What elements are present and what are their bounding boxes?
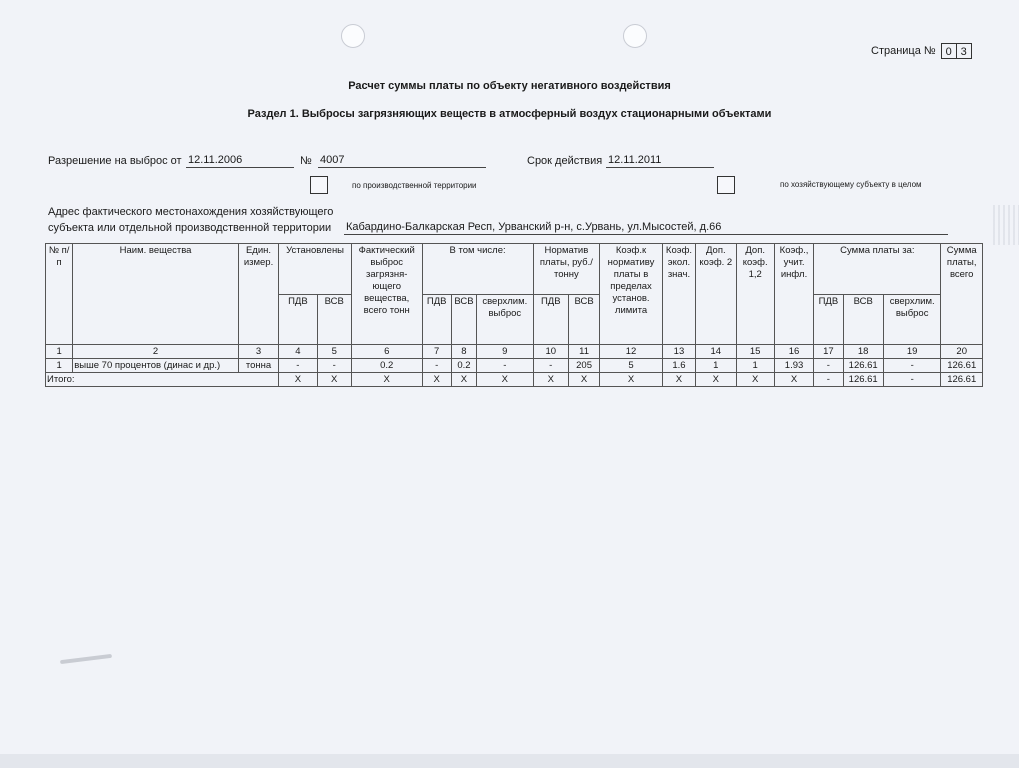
address-value: Кабардино-Балкарская Респ, Урванский р-н, с.Урвань, ул.Мысостей, д.66 — [344, 220, 948, 235]
column-number: 17 — [814, 345, 843, 359]
column-number: 11 — [568, 345, 599, 359]
entity-checkbox-label: по хозяйствующему субъекту в целом — [780, 180, 922, 189]
punch-hole — [623, 24, 647, 48]
col-header-inc-over: сверхлим. выброс — [477, 295, 534, 345]
col-header-add-coef2: Доп. коэф. 2 — [696, 244, 736, 345]
page-digit: 3 — [956, 43, 972, 59]
col-header-sum-pdv: ПДВ — [814, 295, 843, 345]
cell-add-coef12: 1 — [736, 359, 774, 373]
column-number: 4 — [279, 345, 317, 359]
col-header-coef-infl: Коэф., учит. инфл. — [774, 244, 813, 345]
permit-date: 12.11.2006 — [186, 153, 294, 168]
column-number: 16 — [774, 345, 813, 359]
col-header-actual: Фактический выброс загрязня-ющего вещества, всего тонн — [351, 244, 422, 345]
col-header-add-coef12: Доп. коэф. 1,2 — [736, 244, 774, 345]
scan-bottom-edge — [0, 754, 1019, 768]
column-number: 3 — [238, 345, 278, 359]
page-number-label: Страница № — [871, 45, 936, 57]
cell-total-sum: 126.61 — [941, 359, 983, 373]
col-header-est-vsv: ВСВ — [317, 295, 351, 345]
validity-date: 12.11.2011 — [606, 153, 714, 168]
cell-sum-over: - — [883, 359, 941, 373]
cell-coef-eco: 1.6 — [662, 359, 695, 373]
column-number: 2 — [73, 345, 239, 359]
territory-checkbox[interactable] — [310, 176, 328, 194]
col-header-unit: Един. измер. — [238, 244, 278, 345]
col-header-est-pdv: ПДВ — [279, 295, 317, 345]
cell-inc-over: - — [477, 359, 534, 373]
col-header-sum-vsv: ВСВ — [843, 295, 883, 345]
total-cell: X — [696, 373, 736, 387]
cell-add-coef2: 1 — [696, 359, 736, 373]
page-number — [871, 43, 972, 59]
col-header-norm-vsv: ВСВ — [568, 295, 599, 345]
scan-edge-artifact — [993, 205, 1019, 245]
total-cell: X — [600, 373, 663, 387]
total-row — [46, 373, 983, 387]
total-cell: X — [568, 373, 599, 387]
cell-norm-pdv: - — [533, 359, 568, 373]
cell-sum-pdv: - — [814, 359, 843, 373]
address-label-line2: субъекта или отдельной производственной территории — [48, 222, 332, 234]
cell-inc-pdv: - — [422, 359, 451, 373]
cell-norm-vsv: 205 — [568, 359, 599, 373]
column-number: 5 — [317, 345, 351, 359]
page-digit: 0 — [941, 43, 957, 59]
cell-unit: тонна — [238, 359, 278, 373]
column-number: 1 — [46, 345, 73, 359]
col-header-established: Установлены — [279, 244, 352, 295]
column-number: 10 — [533, 345, 568, 359]
cell-coef-norm: 5 — [600, 359, 663, 373]
address-label-line1: Адрес фактического местонахождения хозяйствующего — [48, 206, 334, 218]
column-number: 18 — [843, 345, 883, 359]
section-title: Раздел 1. Выбросы загрязняющих веществ в атмосферный воздух стационарными объектами — [247, 108, 772, 120]
cell-est-pdv: - — [279, 359, 317, 373]
column-number: 13 — [662, 345, 695, 359]
total-cell: X — [351, 373, 422, 387]
column-number-row — [46, 345, 983, 359]
col-header-including: В том числе: — [422, 244, 533, 295]
cell-inc-vsv: 0.2 — [451, 359, 476, 373]
emissions-table — [45, 243, 983, 387]
column-number: 6 — [351, 345, 422, 359]
col-header-sum-over: сверхлим. выброс — [883, 295, 941, 345]
entity-checkbox[interactable] — [717, 176, 735, 194]
col-header-norm: Норматив платы, руб./тонну — [533, 244, 600, 295]
total-cell: X — [736, 373, 774, 387]
cell-substance-name: выше 70 процентов (динас и др.) — [73, 359, 239, 373]
column-number: 8 — [451, 345, 476, 359]
column-number: 19 — [883, 345, 941, 359]
table-row — [46, 359, 983, 373]
column-number: 12 — [600, 345, 663, 359]
permit-number-label: № — [300, 155, 312, 167]
col-header-npp: № п/п — [46, 244, 73, 345]
total-label: Итого: — [46, 373, 279, 387]
column-number: 9 — [477, 345, 534, 359]
total-cell: X — [422, 373, 451, 387]
col-header-coef-norm: Коэф.к нормативу платы в пределах установ. лимита — [600, 244, 663, 345]
total-cell: X — [477, 373, 534, 387]
column-number: 15 — [736, 345, 774, 359]
col-header-inc-pdv: ПДВ — [422, 295, 451, 345]
territory-checkbox-label: по производственной территории — [352, 181, 477, 190]
punch-hole — [341, 24, 365, 48]
column-number: 7 — [422, 345, 451, 359]
col-header-sum-for: Сумма платы за: — [814, 244, 941, 295]
total-cell: 126.61 — [843, 373, 883, 387]
col-header-total-sum: Сумма платы, всего — [941, 244, 983, 345]
col-header-coef-eco: Коэф. экол. знач. — [662, 244, 695, 345]
col-header-name: Наим. вещества — [73, 244, 239, 345]
col-header-inc-vsv: ВСВ — [451, 295, 476, 345]
column-number: 20 — [941, 345, 983, 359]
validity-label: Срок действия — [527, 155, 603, 167]
total-cell: X — [774, 373, 813, 387]
cell-actual: 0.2 — [351, 359, 422, 373]
cell-sum-vsv: 126.61 — [843, 359, 883, 373]
total-cell: 126.61 — [941, 373, 983, 387]
total-cell: X — [317, 373, 351, 387]
total-cell: X — [533, 373, 568, 387]
col-header-norm-pdv: ПДВ — [533, 295, 568, 345]
cell-est-vsv: - — [317, 359, 351, 373]
total-cell: - — [883, 373, 941, 387]
permit-label: Разрешение на выброс от — [48, 155, 182, 167]
document-title: Расчет суммы платы по объекту негативного воздействия — [348, 80, 671, 92]
total-cell: X — [451, 373, 476, 387]
total-cell: X — [662, 373, 695, 387]
permit-number: 4007 — [318, 153, 486, 168]
column-number: 14 — [696, 345, 736, 359]
total-cell: X — [279, 373, 317, 387]
scan-smudge — [60, 654, 112, 664]
cell-coef-infl: 1.93 — [774, 359, 813, 373]
cell-npp: 1 — [46, 359, 73, 373]
total-cell: - — [814, 373, 843, 387]
